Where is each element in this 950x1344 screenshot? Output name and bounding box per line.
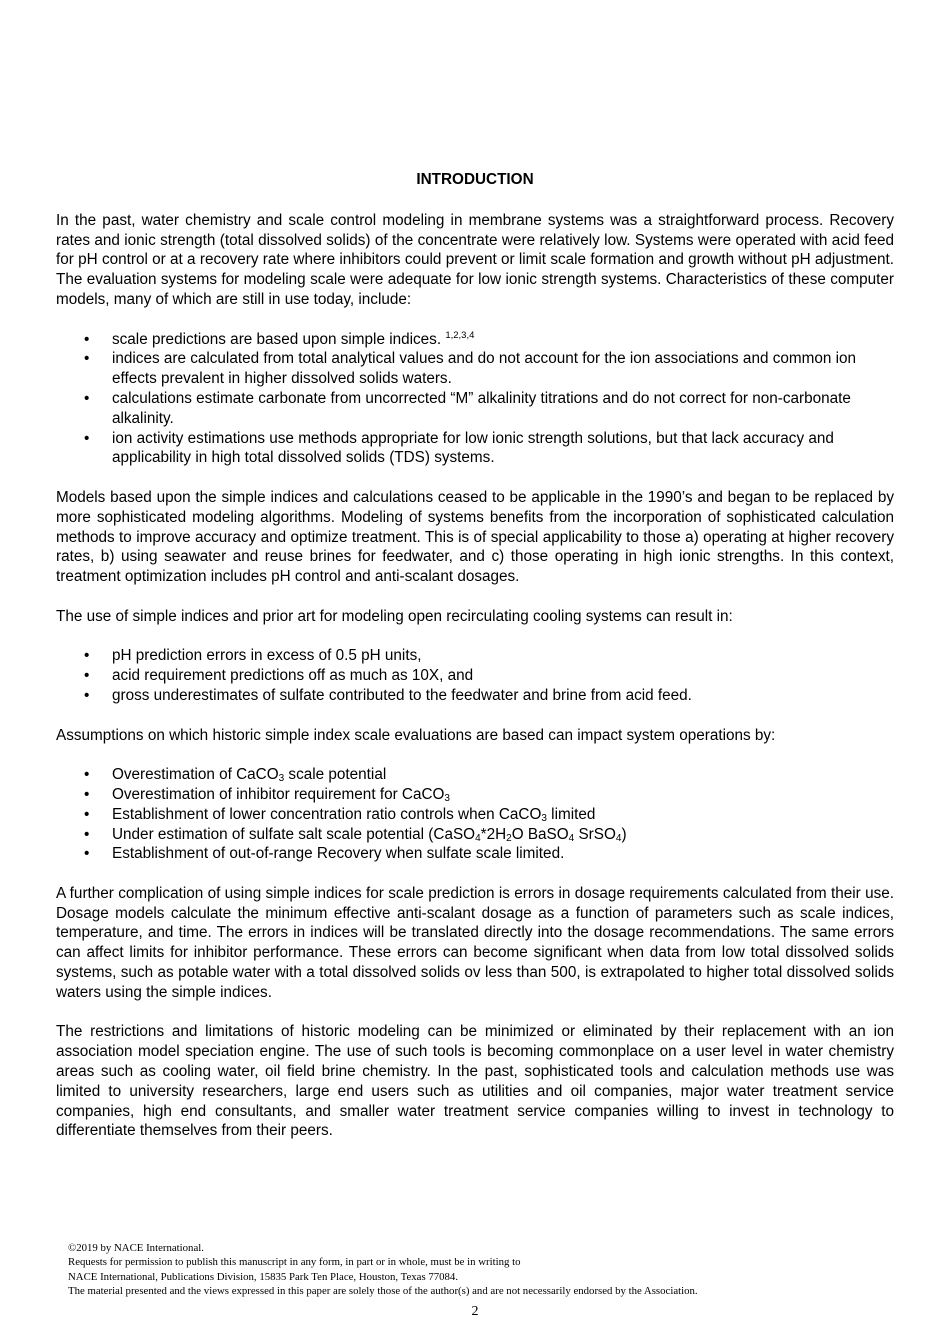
list-item: • ion activity estimations use methods appropriate for low ionic strength solutions, but that lack accuracy and applicability in high total dissolved solids (TDS) systems. <box>56 429 894 469</box>
list-item: • calculations estimate carbonate from uncorrected “M” alkalinity titrations and do not correct for non-carbonate alkalinity. <box>56 389 894 429</box>
subscript: 3 <box>541 812 547 824</box>
footer-line: The material presented and the views expressed in this paper are solely those of the author(s) and are not necessarily endorsed by the Association. <box>68 1285 698 1298</box>
text: Establishment of lower concentration ratio controls when CaCO <box>112 805 542 823</box>
footer-line: NACE International, Publications Division, 15835 Park Ten Place, Houston, Texas 77084. <box>68 1270 459 1283</box>
list-item <box>56 805 894 825</box>
subscript: 3 <box>278 773 285 785</box>
bullet-list <box>56 330 894 469</box>
copyright-footer <box>68 1241 698 1299</box>
list-item: • indices are calculated from total analytical values and do not account for the ion associations and common ion effects prevalent in higher dissolved solids waters. <box>56 349 894 389</box>
list-item: • acid requirement predictions off as much as 10X, and <box>56 666 894 686</box>
text: Under estimation of sulfate salt scale potential (CaSO <box>112 825 476 843</box>
paragraph: Models based upon the simple indices and calculations ceased to be applicable in the 1990’s and began to be replaced by more sophisticated modeling algorithms. Modeling of systems benefits from the incorporation of sophisticated calculation methods to improve accuracy and optimize treatment. This is of special applicability to those a) operating at higher recovery rates, b) using seawater and reuse brines for feedwater, and c) those operating in high ionic strengths. In this context, treatment optimization includes pH control and anti-scalant dosages. <box>56 488 894 586</box>
text: O BaSO <box>511 825 569 843</box>
text: ) <box>621 825 627 843</box>
text: Overestimation of CaCO <box>112 766 279 784</box>
document-body <box>56 170 894 1161</box>
paragraph: Assumptions on which historic simple index scale evaluations are based can impact system operations by: <box>56 726 776 744</box>
page-number: 2 <box>471 1304 479 1319</box>
subscript: 4 <box>568 832 575 844</box>
list-item <box>56 330 894 350</box>
section-heading: INTRODUCTION <box>416 171 534 188</box>
list-item-text: scale predictions are based upon simple indices. <box>112 330 446 348</box>
list-item: • pH prediction errors in excess of 0.5 pH units, <box>56 646 894 666</box>
footer-line: ©2019 by NACE International. <box>68 1242 204 1254</box>
subscript: 2 <box>506 832 512 844</box>
list-item <box>56 765 894 785</box>
subscript: 4 <box>475 832 481 844</box>
paragraph: The use of simple indices and prior art for modeling open recirculating cooling systems can result in: <box>56 607 733 625</box>
footer-line: Requests for permission to publish this manuscript in any form, in part or in whole, must be in writing to <box>68 1256 521 1269</box>
text: Establishment of out-of-range Recovery when sulfate scale limited. <box>112 845 565 863</box>
text: Overestimation of inhibitor requirement for CaCO <box>112 785 445 803</box>
list-item <box>56 825 894 845</box>
paragraph: In the past, water chemistry and scale control modeling in membrane systems was a straightforward process. Recovery rates and ionic strength (total dissolved solids) of the concentrate were relatively low. Systems were operated with acid feed for pH control or at a recovery rate where inhibitors could prevent or limit scale formation and growth without pH adjustment. The evaluation systems for modeling scale were adequate for low ionic strength systems. Characteristics of these computer models, many of which are still in use today, include: <box>56 211 894 308</box>
bullet-list <box>56 765 894 864</box>
text: scale potential <box>284 766 387 784</box>
paragraph: A further complication of using simple indices for scale prediction is errors in dosage requirements calculated from their use. Dosage models calculate the minimum effective anti-scalant dosage as a function of parameters such as scale indices, temperature, and time. The errors in indices will be translated directly into the dosage recommendations. The same errors can affect limits for inhibitor performance. These errors can become significant when data from low total dissolved solids systems, such as potable water with a total dissolved solids ov less than 500, is extrapolated to higher total dissolved solids waters using the simple indices. <box>56 884 894 1001</box>
text: *2H <box>480 825 507 843</box>
text: limited <box>546 805 596 823</box>
subscript: 3 <box>444 792 450 804</box>
list-item: • gross underestimates of sulfate contributed to the feedwater and brine from acid feed. <box>56 686 894 706</box>
text: SrSO <box>574 825 616 843</box>
bullet-list <box>56 646 894 705</box>
subscript: 4 <box>615 832 622 844</box>
paragraph: The restrictions and limitations of historic modeling can be minimized or eliminated by their replacement with an ion association model speciation engine. The use of such tools is becoming commonplace on a user level in water chemistry areas such as cooling water, oil field brine chemistry. In the past, sophisticated tools and calculation methods use was limited to university researchers, large end users such as utilities and oil companies, major water treatment service companies, high end consultants, and smaller water treatment service companies willing to invest in technology to differentiate themselves from their peers. <box>56 1023 894 1140</box>
list-item <box>56 844 894 864</box>
list-item <box>56 785 894 805</box>
citation-superscript: 1,2,3,4 <box>445 329 475 341</box>
